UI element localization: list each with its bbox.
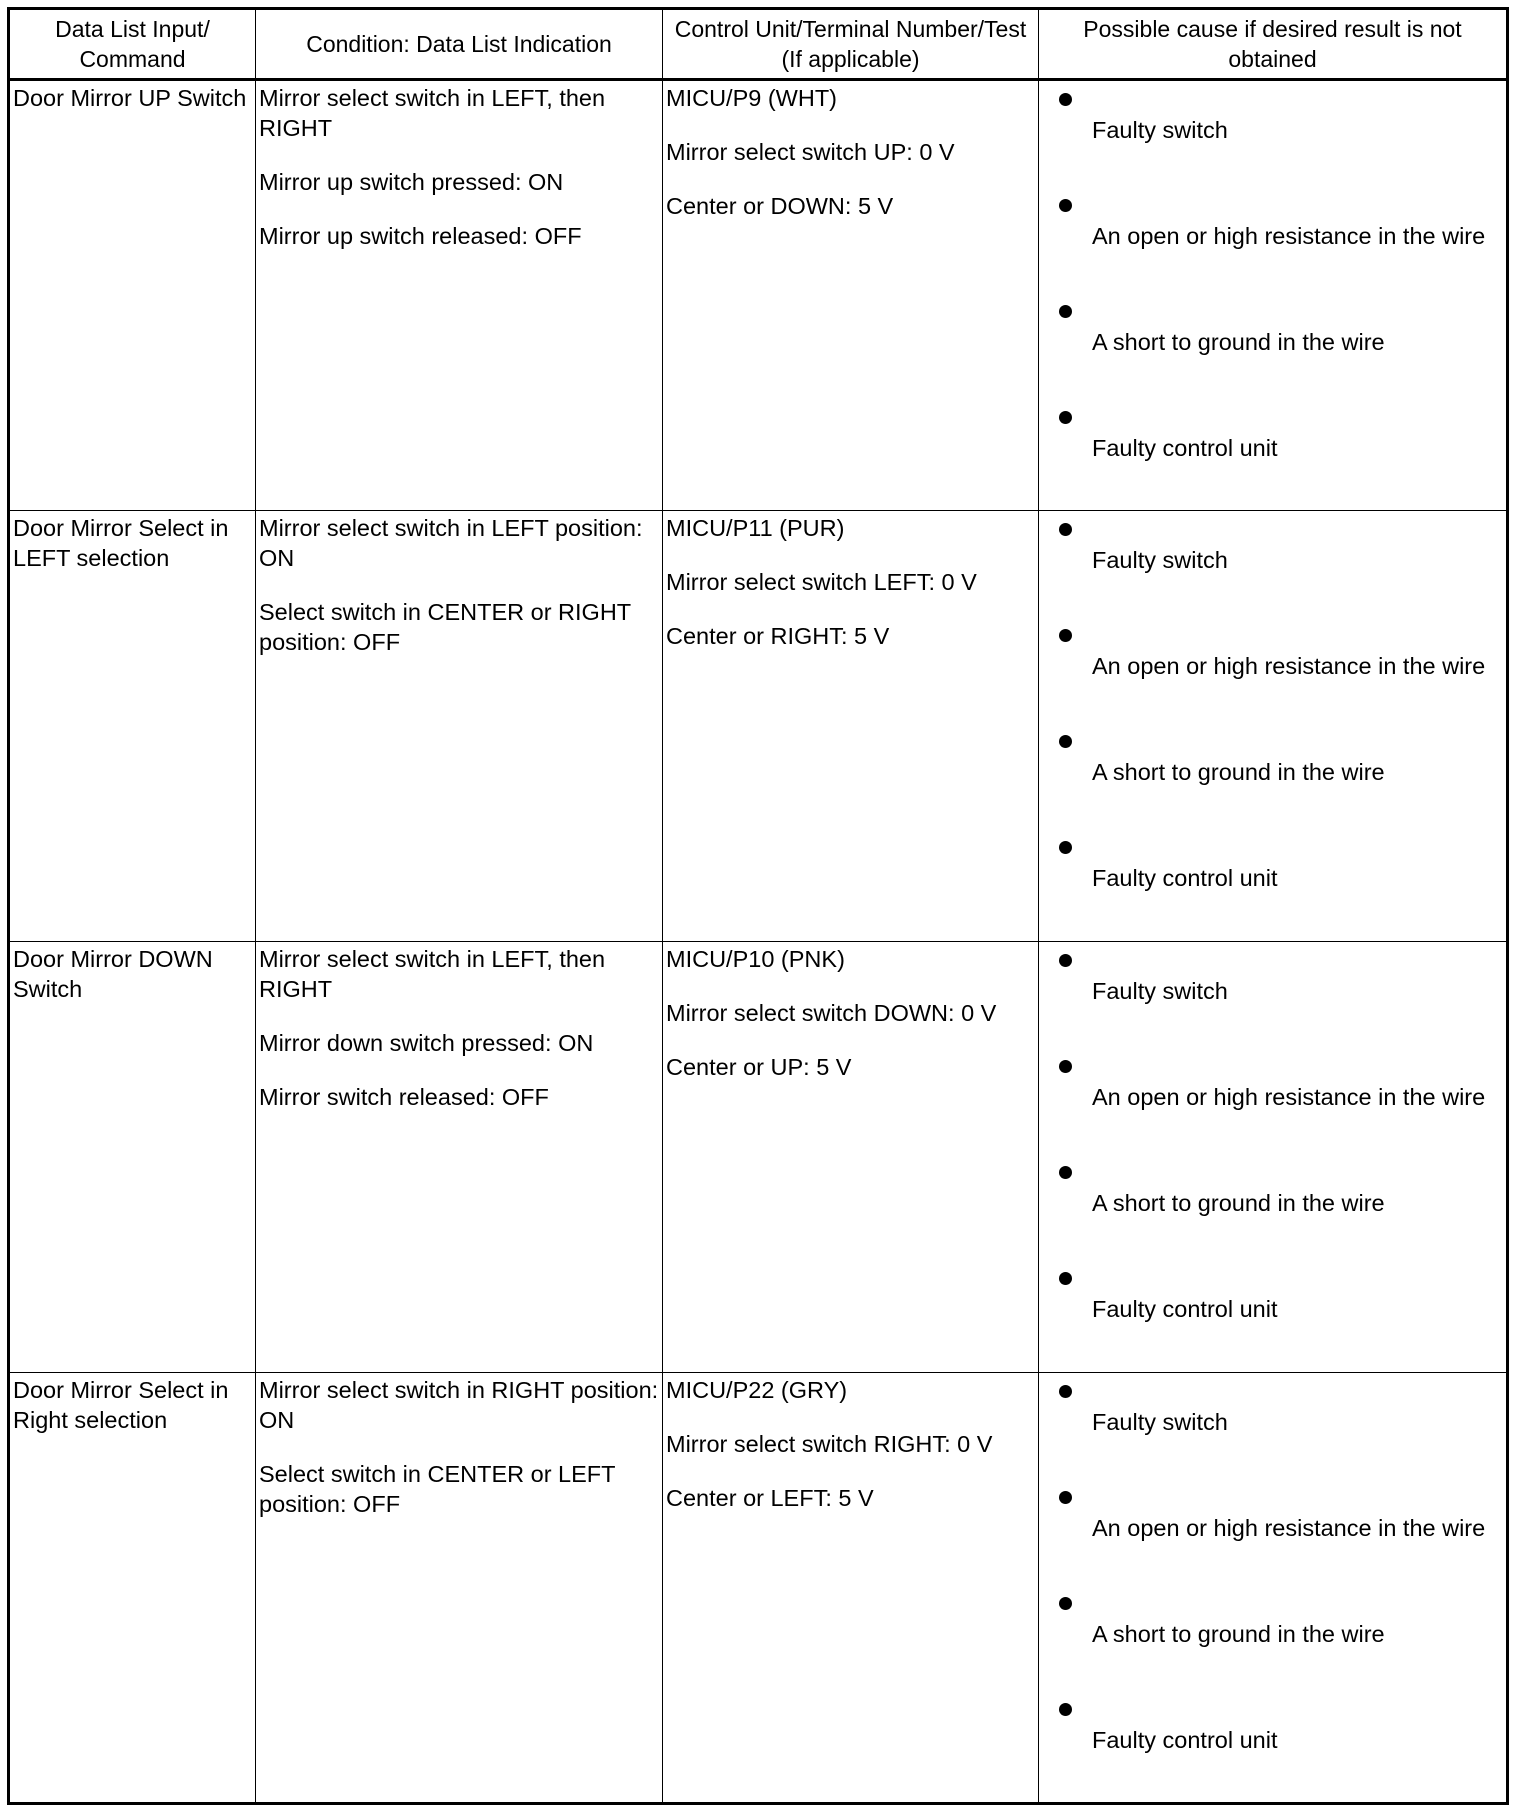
condition-text: Select switch in CENTER or LEFT position: OFF xyxy=(259,1461,616,1517)
bullet-icon xyxy=(1059,1479,1506,1513)
condition-text: Mirror up switch pressed: ON xyxy=(259,169,564,195)
condition-cell xyxy=(256,511,663,942)
cause-item xyxy=(1059,617,1506,681)
header-row xyxy=(9,9,1508,80)
cause-text: A short to ground in the wire xyxy=(1092,759,1385,785)
test-cell xyxy=(663,1373,1039,1804)
test-cell xyxy=(663,80,1039,511)
terminal-text: MICU/P22 (GRY) xyxy=(666,1377,848,1403)
command-text: Door Mirror UP Switch xyxy=(13,85,247,111)
test-text: Center or DOWN: 5 V xyxy=(666,193,894,219)
header-test: Control Unit/Terminal Number/Test (If applicable) xyxy=(663,9,1039,80)
bullet-icon xyxy=(1059,942,1506,976)
condition-text: Mirror select switch in RIGHT position: ON xyxy=(259,1377,659,1433)
bullet-icon xyxy=(1059,293,1506,327)
test-text: Center or RIGHT: 5 V xyxy=(666,623,890,649)
header-command: Data List Input/ Command xyxy=(9,9,256,80)
table-row xyxy=(9,511,1508,942)
cause-item xyxy=(1059,1479,1506,1543)
cause-text: Faulty control unit xyxy=(1092,1296,1278,1322)
bullet-icon xyxy=(1059,1154,1506,1188)
bullet-icon xyxy=(1059,1048,1506,1082)
condition-text: Mirror select switch in LEFT position: ON xyxy=(259,515,643,571)
cause-text: Faulty switch xyxy=(1092,547,1228,573)
condition-cell xyxy=(256,80,663,511)
bullet-icon xyxy=(1059,1585,1506,1619)
condition-text: Mirror switch released: OFF xyxy=(259,1084,549,1110)
terminal-text: MICU/P9 (WHT) xyxy=(666,85,838,111)
bullet-icon xyxy=(1059,81,1506,115)
command-text: Door Mirror DOWN Switch xyxy=(13,946,213,1002)
cause-item xyxy=(1059,81,1506,145)
bullet-icon xyxy=(1059,1373,1506,1407)
condition-text: Mirror select switch in LEFT, then RIGHT xyxy=(259,946,606,1002)
terminal-text: MICU/P10 (PNK) xyxy=(666,946,845,972)
terminal-text: MICU/P11 (PUR) xyxy=(666,515,845,541)
test-cell xyxy=(663,511,1039,942)
command-cell xyxy=(9,942,256,1373)
cause-item xyxy=(1059,187,1506,251)
bullet-icon xyxy=(1059,829,1506,863)
cause-list xyxy=(1039,81,1506,463)
cause-item xyxy=(1059,1373,1506,1437)
cause-list xyxy=(1039,942,1506,1324)
table-row xyxy=(9,80,1508,511)
cause-text: An open or high resistance in the wire xyxy=(1092,1515,1486,1541)
cause-text: Faulty switch xyxy=(1092,117,1228,143)
condition-text: Mirror select switch in LEFT, then RIGHT xyxy=(259,85,606,141)
bullet-icon xyxy=(1059,617,1506,651)
test-cell xyxy=(663,942,1039,1373)
command-cell xyxy=(9,80,256,511)
cause-text: An open or high resistance in the wire xyxy=(1092,1084,1486,1110)
bullet-icon xyxy=(1059,399,1506,433)
data-list-sheet xyxy=(7,7,1506,1798)
bullet-icon xyxy=(1059,1691,1506,1725)
cause-text: Faulty control unit xyxy=(1092,865,1278,891)
cause-item xyxy=(1059,1260,1506,1324)
cause-item xyxy=(1059,1154,1506,1218)
bullet-icon xyxy=(1059,511,1506,545)
cause-item xyxy=(1059,1691,1506,1755)
cause-text: A short to ground in the wire xyxy=(1092,1190,1385,1216)
cause-list xyxy=(1039,1373,1506,1755)
cause-text: Faulty switch xyxy=(1092,1409,1228,1435)
test-text: Mirror select switch UP: 0 V xyxy=(666,139,955,165)
bullet-icon xyxy=(1059,187,1506,221)
condition-text: Mirror up switch released: OFF xyxy=(259,223,582,249)
cause-item xyxy=(1059,399,1506,463)
bullet-icon xyxy=(1059,1260,1506,1294)
table-row xyxy=(9,1373,1508,1804)
cause-cell xyxy=(1039,80,1508,511)
table-row xyxy=(9,942,1508,1373)
cause-text: An open or high resistance in the wire xyxy=(1092,653,1486,679)
cause-item xyxy=(1059,829,1506,893)
test-text: Mirror select switch RIGHT: 0 V xyxy=(666,1431,993,1457)
header-cause: Possible cause if desired result is not obtained xyxy=(1039,9,1508,80)
cause-text: A short to ground in the wire xyxy=(1092,329,1385,355)
cause-cell xyxy=(1039,511,1508,942)
command-text: Door Mirror Select in LEFT selection xyxy=(13,515,229,571)
command-cell xyxy=(9,511,256,942)
condition-cell xyxy=(256,1373,663,1804)
cause-text: Faulty control unit xyxy=(1092,1727,1278,1753)
test-text: Center or UP: 5 V xyxy=(666,1054,852,1080)
cause-text: A short to ground in the wire xyxy=(1092,1621,1385,1647)
cause-item xyxy=(1059,293,1506,357)
test-text: Center or LEFT: 5 V xyxy=(666,1485,874,1511)
condition-text: Select switch in CENTER or RIGHT position: OFF xyxy=(259,599,631,655)
condition-cell xyxy=(256,942,663,1373)
command-text: Door Mirror Select in Right selection xyxy=(13,1377,229,1433)
test-text: Mirror select switch DOWN: 0 V xyxy=(666,1000,997,1026)
cause-item xyxy=(1059,1585,1506,1649)
cause-item xyxy=(1059,511,1506,575)
cause-item xyxy=(1059,942,1506,1006)
header-condition: Condition: Data List Indication xyxy=(256,9,663,80)
command-cell xyxy=(9,1373,256,1804)
bullet-icon xyxy=(1059,723,1506,757)
cause-item xyxy=(1059,723,1506,787)
cause-cell xyxy=(1039,942,1508,1373)
cause-cell xyxy=(1039,1373,1508,1804)
cause-text: Faulty control unit xyxy=(1092,435,1278,461)
cause-text: Faulty switch xyxy=(1092,978,1228,1004)
data-list-table xyxy=(7,7,1509,1805)
cause-list xyxy=(1039,511,1506,893)
test-text: Mirror select switch LEFT: 0 V xyxy=(666,569,977,595)
cause-item xyxy=(1059,1048,1506,1112)
cause-text: An open or high resistance in the wire xyxy=(1092,223,1486,249)
condition-text: Mirror down switch pressed: ON xyxy=(259,1030,594,1056)
